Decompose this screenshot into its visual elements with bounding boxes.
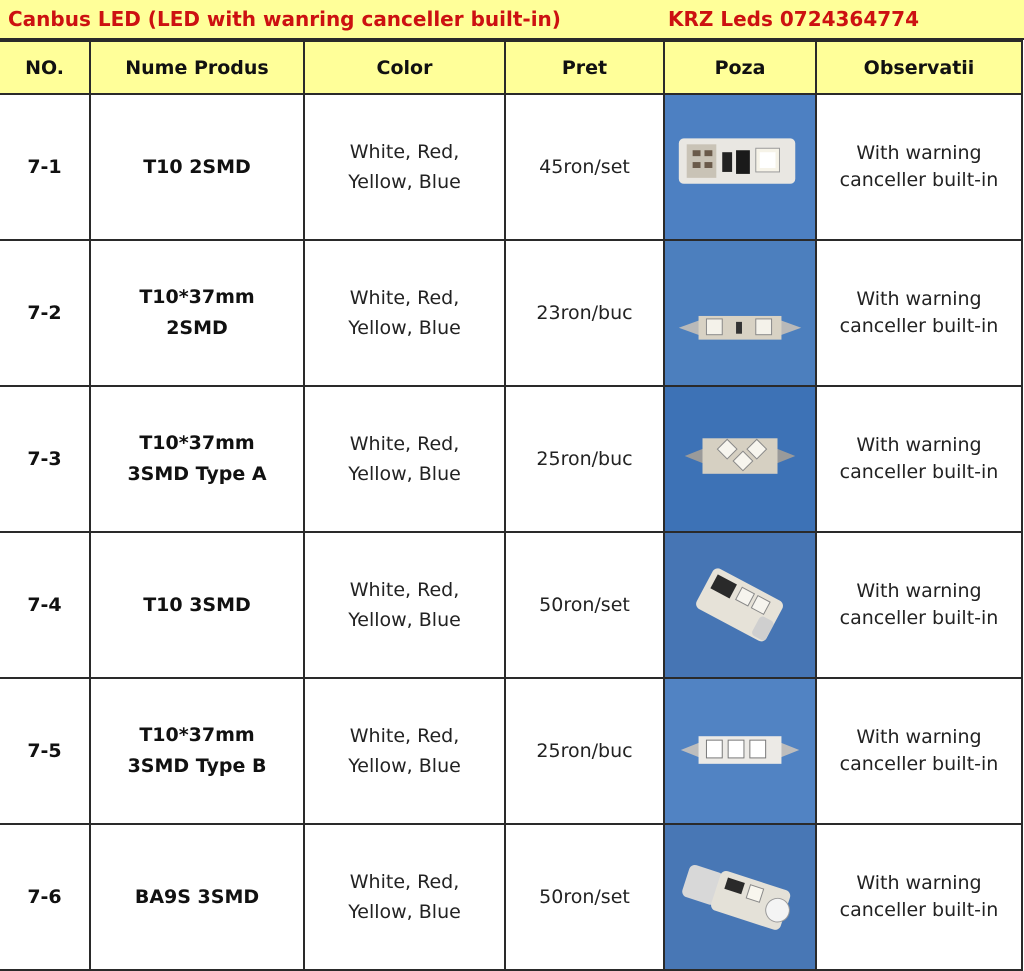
- product-name-line: T10 2SMD: [143, 155, 251, 178]
- product-name-line: T10*37mm: [139, 286, 255, 308]
- cell-price: 45ron/set: [505, 94, 664, 240]
- banner-contact: KRZ Leds 0724364774: [668, 7, 920, 31]
- color-line: Yellow, Blue: [348, 901, 461, 923]
- color-line: Yellow, Blue: [348, 463, 461, 485]
- observation-line: With warning: [856, 580, 982, 602]
- cell-no: 7-3: [0, 386, 90, 532]
- color-line: White, Red,: [349, 287, 460, 309]
- observation-line: canceller built-in: [839, 753, 999, 775]
- header-row: [0, 41, 1022, 94]
- cell-observations: [816, 94, 1022, 240]
- col-header-price: Pret: [505, 41, 664, 94]
- observation-line: canceller built-in: [839, 315, 999, 337]
- color-line: White, Red,: [349, 579, 460, 601]
- cell-color: [304, 386, 505, 532]
- table-row: [0, 532, 1022, 678]
- color-line: Yellow, Blue: [348, 171, 461, 193]
- led-festoon-2smd-photo: [665, 241, 815, 385]
- cell-color: [304, 824, 505, 970]
- table-row: [0, 386, 1022, 532]
- cell-observations: [816, 678, 1022, 824]
- cell-product-name: [90, 678, 304, 824]
- banner-title: Canbus LED (LED with wanring canceller built-in): [8, 7, 561, 31]
- color-line: Yellow, Blue: [348, 317, 461, 339]
- led-t10-2smd-photo: [665, 95, 815, 239]
- cell-observations: [816, 532, 1022, 678]
- table-row: [0, 824, 1022, 970]
- color-line: White, Red,: [349, 871, 460, 893]
- cell-price: 50ron/set: [505, 824, 664, 970]
- product-name-line: T10*37mm: [139, 724, 255, 746]
- cell-photo: [664, 386, 816, 532]
- cell-photo: [664, 532, 816, 678]
- product-name-line: T10*37mm: [139, 432, 255, 454]
- product-name-line: 2SMD: [166, 317, 228, 339]
- color-line: White, Red,: [349, 141, 460, 163]
- product-name-line: 3SMD Type B: [127, 755, 267, 777]
- products-table: [0, 40, 1023, 971]
- observation-line: With warning: [856, 726, 982, 748]
- observation-line: canceller built-in: [839, 461, 999, 483]
- cell-price: 25ron/buc: [505, 678, 664, 824]
- product-name-line: T10 3SMD: [143, 593, 251, 616]
- observation-line: canceller built-in: [839, 607, 999, 629]
- table-row: [0, 240, 1022, 386]
- color-line: White, Red,: [349, 433, 460, 455]
- cell-no: 7-1: [0, 94, 90, 240]
- product-name-line: 3SMD Type A: [127, 463, 267, 485]
- cell-price: 25ron/buc: [505, 386, 664, 532]
- product-name-line: BA9S 3SMD: [134, 885, 260, 908]
- cell-color: [304, 94, 505, 240]
- led-festoon-3smd-a-photo: [665, 387, 815, 531]
- observation-line: With warning: [856, 288, 982, 310]
- observation-line: canceller built-in: [839, 169, 999, 191]
- observation-line: With warning: [856, 434, 982, 456]
- col-header-photo: Poza: [664, 41, 816, 94]
- led-ba9s-3smd-photo: [665, 825, 815, 969]
- cell-product-name: [90, 94, 304, 240]
- observation-line: With warning: [856, 872, 982, 894]
- cell-no: 7-2: [0, 240, 90, 386]
- cell-product-name: [90, 824, 304, 970]
- cell-photo: [664, 240, 816, 386]
- title-banner: [0, 0, 1024, 40]
- cell-color: [304, 678, 505, 824]
- col-header-color: Color: [304, 41, 505, 94]
- cell-product-name: [90, 532, 304, 678]
- cell-product-name: [90, 240, 304, 386]
- cell-no: 7-6: [0, 824, 90, 970]
- cell-observations: [816, 240, 1022, 386]
- led-festoon-3smd-b-photo: [665, 679, 815, 823]
- observation-line: canceller built-in: [839, 899, 999, 921]
- color-line: White, Red,: [349, 725, 460, 747]
- table-row: [0, 94, 1022, 240]
- col-header-observations: Observatii: [816, 41, 1022, 94]
- col-header-name: Nume Produs: [90, 41, 304, 94]
- cell-product-name: [90, 386, 304, 532]
- color-line: Yellow, Blue: [348, 755, 461, 777]
- cell-color: [304, 240, 505, 386]
- cell-no: 7-5: [0, 678, 90, 824]
- led-t10-3smd-photo: [665, 533, 815, 677]
- cell-observations: [816, 386, 1022, 532]
- cell-price: 23ron/buc: [505, 240, 664, 386]
- cell-photo: [664, 678, 816, 824]
- cell-color: [304, 532, 505, 678]
- cell-observations: [816, 824, 1022, 970]
- color-line: Yellow, Blue: [348, 609, 461, 631]
- cell-price: 50ron/set: [505, 532, 664, 678]
- col-header-no: NO.: [0, 41, 90, 94]
- table-row: [0, 678, 1022, 824]
- cell-photo: [664, 824, 816, 970]
- cell-no: 7-4: [0, 532, 90, 678]
- cell-photo: [664, 94, 816, 240]
- observation-line: With warning: [856, 142, 982, 164]
